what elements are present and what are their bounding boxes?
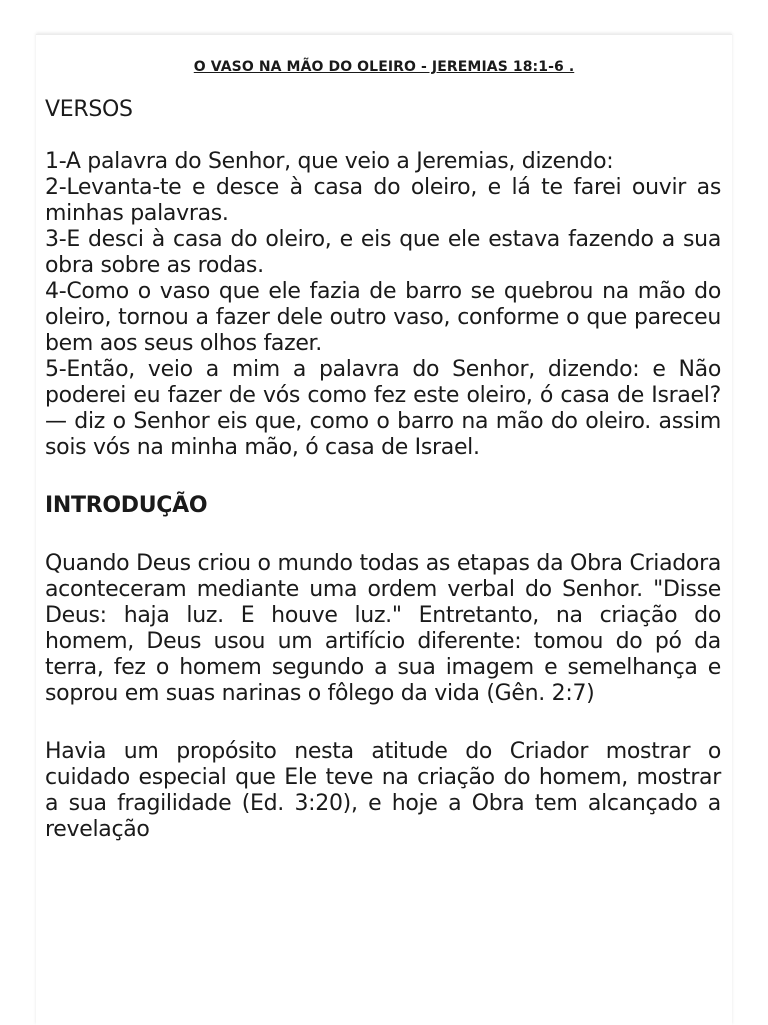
intro-paragraph-1: Quando Deus criou o mundo todas as etapas da Obra Criadora aconteceram mediante uma ordem verbal do Senhor. "Disse Deus: haja luz. E houve luz." Entretanto, na criação do homem, Deus usou um artifício diferente: tomou do pó da terra, fez o homem segundo a sua imagem e semelhança e soprou em suas narinas o fôlego da vida (Gên. 2:7) — [45, 551, 721, 706]
verse-2: 2-Levanta-te e desce à casa do oleiro, e lá te farei ouvir as minhas palavras. — [45, 175, 721, 226]
verse-4: 4-Como o vaso que ele fazia de barro se quebrou na mão do oleiro, tornou a fazer dele outro vaso, conforme o que pareceu bem aos seus olhos fazer. — [45, 279, 721, 356]
document-title: O VASO NA MÃO DO OLEIRO - JEREMIAS 18:1-6 . — [193, 59, 575, 75]
document-body — [45, 97, 721, 843]
intro-heading: INTRODUÇÃO — [45, 493, 208, 518]
verses-heading: VERSOS — [45, 97, 133, 122]
document-page — [36, 34, 732, 1025]
intro-paragraph-2: Havia um propósito nesta atitude do Criador mostrar o cuidado especial que Ele teve na criação do homem, mostrar a sua fragilidade (Ed. 3:20), e hoje a Obra tem alcançado a revelação — [45, 739, 721, 842]
verse-3: 3-E desci à casa do oleiro, e eis que ele estava fazendo a sua obra sobre as rodas. — [45, 227, 721, 278]
verse-5: 5-Então, veio a mim a palavra do Senhor, dizendo: e Não poderei eu fazer de vós como fez este oleiro, ó casa de Israel? — diz o Senhor eis que, como o barro na mão do oleiro. assim sois vós na minha mão, ó casa de Israel. — [45, 357, 721, 460]
verse-1: 1-A palavra do Senhor, que veio a Jeremias, dizendo: — [45, 149, 614, 174]
